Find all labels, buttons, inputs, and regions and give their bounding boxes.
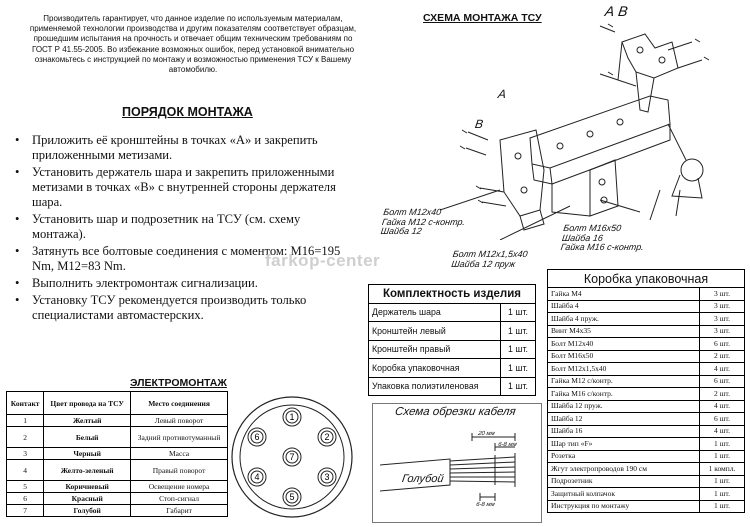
table-row — [548, 350, 745, 363]
table-row — [548, 375, 745, 388]
connection: Правый поворот — [131, 460, 228, 481]
callout-mid — [451, 250, 528, 269]
mounting-steps — [12, 133, 357, 325]
callout-line: Шайба 12 пруж — [450, 258, 516, 269]
mounting-title: ПОРЯДОК МОНТАЖА — [122, 105, 253, 119]
item-name: Гайка М16 с/контр. — [548, 388, 700, 401]
warranty-text: Производитель гарантирует, что данное изделие по используемым материалам, применяемой технологии производства и другим показателям соответствует образцам, прошедшим испытания на прочность и отвечает общим техническим требованиям по ГОСТ Р 41.55-2005. Во избежание возможных ошибок, перед установкой внимательно ознакомьтесь с инструкцией по монтажу и возможностью применения ТСУ к Вашему автомобилю. — [29, 14, 357, 75]
callout-line: Болт M12х40 — [382, 207, 442, 217]
item-qty: 1 компл. — [700, 463, 745, 476]
connection: Задний противотуманный — [131, 427, 228, 448]
table-row — [548, 463, 745, 476]
pin-number: 3 — [7, 448, 44, 460]
table-row — [548, 450, 745, 463]
item-name: Защитный колпачок — [548, 488, 700, 501]
item-qty: 6 шт. — [700, 338, 745, 351]
table-row — [548, 500, 745, 513]
item-qty: 1 шт. — [700, 488, 745, 501]
callout-line: Гайка M12 с-контр. — [381, 216, 466, 227]
table-row — [548, 438, 745, 451]
item-qty: 3 шт. — [700, 300, 745, 313]
wiring-header: Цвет провода на ТСУ — [44, 392, 131, 415]
watermark: farkop-center — [265, 251, 381, 270]
item-name: Гайка М4 — [548, 288, 700, 301]
wiring-header: Контакт — [7, 392, 44, 415]
table-row — [7, 427, 228, 448]
item-qty: 1 шт. — [501, 377, 536, 396]
item-name: Гайка М12 с/контр. — [548, 375, 700, 388]
dim-6-8: 6-8 мм — [497, 442, 518, 448]
table-row — [548, 400, 745, 413]
wiring-header: Место соединения — [131, 392, 228, 415]
callout-line: Болт M16х50 — [562, 223, 622, 233]
callout-line: Гайка M16 с-контр. — [560, 242, 645, 252]
item-name: Упаковка полиэтиленовая — [369, 377, 501, 396]
table-row — [548, 313, 745, 326]
connection: Освещение номера — [131, 481, 228, 493]
socket-pin: 6 — [254, 432, 260, 442]
item-name: Кронштейн левый — [369, 322, 501, 341]
cable-cut-title: Схема обрезки кабеля — [394, 406, 517, 418]
item-name: Кронштейн правый — [369, 340, 501, 359]
item-qty: 2 шт. — [700, 350, 745, 363]
wire-color: Коричневый — [44, 481, 131, 493]
table-row — [7, 505, 228, 517]
connection: Левый поворот — [131, 415, 228, 427]
item-name: Шайба 12 пруж. — [548, 400, 700, 413]
socket-pin: 4 — [254, 472, 260, 482]
item-qty: 4 шт. — [700, 425, 745, 438]
item-qty: 6 шт. — [700, 413, 745, 426]
box-table — [547, 269, 745, 513]
item-qty: 4 шт. — [700, 400, 745, 413]
table-row — [548, 300, 745, 313]
mounting-step: • Затянуть все болтовые соединения с моментом: M16=195 Nm, M12=83 Nm. — [12, 244, 357, 274]
wire-color: Черный — [44, 448, 131, 460]
mounting-step: • Установить держатель шара и закрепить приложенными метизами в точках «В» с внутренней стороны держателя шара. — [12, 165, 357, 210]
item-name: Болт М12х1,5х40 — [548, 363, 700, 376]
table-row — [7, 481, 228, 493]
item-name: Шар тип «F» — [548, 438, 700, 451]
table-row — [548, 488, 745, 501]
point-ab-label: А В — [603, 3, 629, 19]
wire-color: Желтый — [44, 415, 131, 427]
item-name: Держатель шара — [369, 303, 501, 322]
item-name: Шайба 12 — [548, 413, 700, 426]
item-qty: 1 шт. — [700, 500, 745, 513]
point-b-label: В — [474, 117, 485, 131]
pin-number: 5 — [7, 481, 44, 493]
callout-right — [560, 224, 647, 253]
table-row — [548, 388, 745, 401]
box-title: Коробка упаковочная — [548, 270, 745, 288]
hitch-drawing — [440, 20, 740, 240]
kit-title: Комплектность изделия — [369, 285, 536, 304]
mounting-step: • Приложить её кронштейны в точках «А» и закрепить приложенными метизами. — [12, 133, 357, 163]
mounting-step: • Установку ТСУ рекомендуется производить только специалистами автомастерских. — [12, 293, 357, 323]
pin-number: 2 — [7, 427, 44, 448]
table-row — [548, 425, 745, 438]
kit-table — [368, 284, 536, 396]
connection: Габарит — [131, 505, 228, 517]
dim-20: 20 мм — [477, 431, 496, 437]
table-row — [548, 288, 745, 301]
mounting-step: • Выполнить электромонтаж сигнализации. — [12, 276, 357, 291]
item-qty: 1 шт. — [501, 322, 536, 341]
socket-pin: 1 — [289, 412, 295, 422]
callout-line: Шайба 12 — [380, 226, 423, 236]
item-qty: 1 шт. — [501, 303, 536, 322]
item-qty: 4 шт. — [700, 363, 745, 376]
connection: Стоп-сигнал — [131, 493, 228, 505]
socket-pin: 3 — [324, 472, 330, 482]
table-row — [548, 475, 745, 488]
item-name: Болт М16х50 — [548, 350, 700, 363]
pin-number: 7 — [7, 505, 44, 517]
wire-label: Голубой — [401, 473, 445, 485]
table-row — [7, 448, 228, 460]
wire-color: Красный — [44, 493, 131, 505]
item-qty: 3 шт. — [700, 325, 745, 338]
item-qty: 1 шт. — [700, 450, 745, 463]
pin-number: 1 — [7, 415, 44, 427]
socket-pin: 7 — [289, 452, 295, 462]
callout-line: Шайба 16 — [561, 232, 604, 243]
table-row — [369, 340, 536, 359]
item-qty: 1 шт. — [501, 359, 536, 378]
table-row — [548, 363, 745, 376]
cable-drawing — [380, 425, 535, 515]
wire-color: Голубой — [44, 505, 131, 517]
item-name: Коробка упаковочная — [369, 359, 501, 378]
electrical-title: ЭЛЕКТРОМОНТАЖ — [130, 377, 227, 389]
wire-color: Белый — [44, 427, 131, 448]
socket-pin: 5 — [289, 492, 295, 502]
table-row — [548, 338, 745, 351]
item-qty: 2 шт. — [700, 388, 745, 401]
socket-diagram — [230, 393, 355, 521]
item-name: Инструкция по монтажу — [548, 500, 700, 513]
item-name: Шайба 4 пруж. — [548, 313, 700, 326]
pin-number: 6 — [7, 493, 44, 505]
table-row — [369, 303, 536, 322]
item-qty: 1 шт. — [700, 475, 745, 488]
pin-number: 4 — [7, 460, 44, 481]
scheme-title: СХЕМА МОНТАЖА ТСУ — [423, 12, 542, 24]
table-row — [369, 322, 536, 341]
table-row — [7, 415, 228, 427]
callout-line: Болт M12х1,5х40 — [452, 249, 529, 259]
table-row — [7, 460, 228, 481]
socket-pin: 2 — [324, 432, 330, 442]
connection: Масса — [131, 448, 228, 460]
item-name: Шайба 4 — [548, 300, 700, 313]
item-name: Винт М4х35 — [548, 325, 700, 338]
table-row — [369, 377, 536, 396]
table-row — [548, 413, 745, 426]
table-row — [548, 325, 745, 338]
item-qty: 1 шт. — [501, 340, 536, 359]
table-row — [369, 359, 536, 378]
point-a-label: А — [497, 87, 508, 101]
item-qty: 6 шт. — [700, 375, 745, 388]
item-name: Подрозетник — [548, 475, 700, 488]
callout-left — [380, 208, 467, 237]
mounting-step: • Установить шар и подрозетник на ТСУ (см. схему монтажа). — [12, 212, 357, 242]
item-qty: 1 шт. — [700, 438, 745, 451]
item-name: Розетка — [548, 450, 700, 463]
item-name: Шайба 16 — [548, 425, 700, 438]
item-qty: 3 шт. — [700, 313, 745, 326]
item-name: Болт М12х40 — [548, 338, 700, 351]
table-row — [7, 493, 228, 505]
item-name: Жгут электропроводов 190 см — [548, 463, 700, 476]
dim-6-8-bottom: 6-8 мм — [475, 502, 496, 508]
item-qty: 3 шт. — [700, 288, 745, 301]
wiring-table — [6, 391, 228, 517]
wire-color: Желто-зеленый — [44, 460, 131, 481]
